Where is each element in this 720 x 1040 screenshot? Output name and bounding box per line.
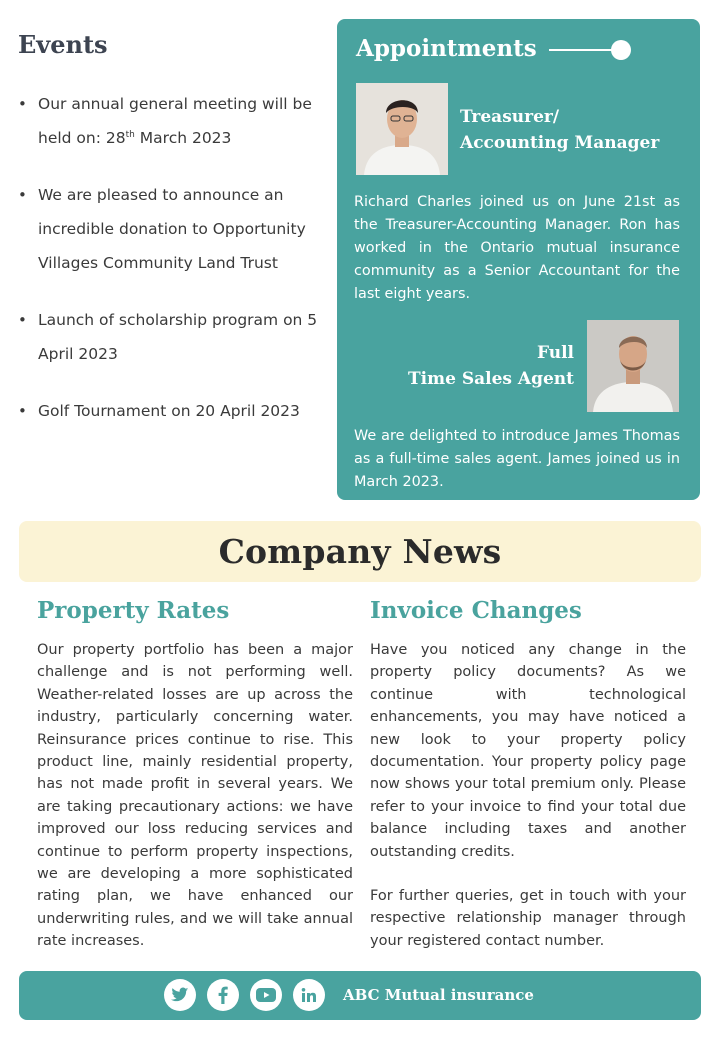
invoice-changes-section: [370, 597, 686, 952]
event-item: • Golf Tournament on 20 April 2023: [18, 394, 318, 428]
twitter-icon[interactable]: [164, 979, 196, 1011]
sales-agent-bio: We are delighted to introduce James Thomas as a full-time sales agent. James joined us in March 2023.: [354, 428, 680, 490]
treasurer-bio: Richard Charles joined us on June 21st as the Treasurer-Accounting Manager. Ron has worked in the Ontario mutual insurance community as a Senior Accountant for the last eight years.: [354, 194, 680, 302]
event-item: • Launch of scholarship program on 5 April 2023: [18, 303, 318, 371]
events-title: Events: [18, 30, 108, 59]
treasurer-role: Treasurer/ Accounting Manager: [460, 107, 660, 153]
property-rates-body: Our property portfolio has been a major challenge and is not performing well. Weather-related losses are up across the industry, particularly concerning water. Reinsurance prices continue to rise. This product line, mainly residential property, has not made profit in several years. We are taking precautionary actions: we have improved our loss reducing services and continue to perform property inspections, we are developing a more sophisticated rating plan, we have enhanced our underwriting rules, and we will take annual rate increases.: [37, 642, 353, 950]
treasurer-photo: [356, 83, 448, 175]
sales-agent-photo: [587, 320, 679, 412]
property-rates-heading: Property Rates: [37, 597, 230, 624]
company-news-title: Company News: [218, 532, 502, 571]
invoice-changes-contact: For further queries, get in touch with your respective relationship manager through your registered contact number.: [370, 888, 686, 949]
invoice-changes-body: Have you noticed any change in the property policy documents? As we continue with technological enhancements, you may have noticed a new look to your property policy documentation. Your property policy page now shows your total premium only. Please refer to your invoice to find your total due balance including taxes and another outstanding credits.: [370, 642, 686, 860]
social-links: [164, 979, 336, 1011]
events-list: [18, 87, 318, 428]
youtube-icon[interactable]: [250, 979, 282, 1011]
event-item: • We are pleased to announce an incredible donation to Opportunity Villages Community Land Trust: [18, 178, 318, 280]
events-section: [18, 30, 318, 451]
invoice-changes-heading: Invoice Changes: [370, 597, 582, 624]
footer-bar: [19, 971, 701, 1020]
title-decor-dot: [611, 40, 631, 60]
facebook-icon[interactable]: [207, 979, 239, 1011]
appointments-panel: [337, 19, 700, 500]
property-rates-section: [37, 597, 353, 953]
company-news-banner: [19, 521, 701, 582]
company-brand: ABC Mutual insurance: [343, 986, 534, 1004]
event-item: • Our annual general meeting will be held on: 28th March 2023: [18, 87, 318, 155]
linkedin-icon[interactable]: [293, 979, 325, 1011]
appointments-title: Appointments: [356, 35, 537, 62]
sales-agent-role: Full Time Sales Agent: [408, 343, 574, 389]
